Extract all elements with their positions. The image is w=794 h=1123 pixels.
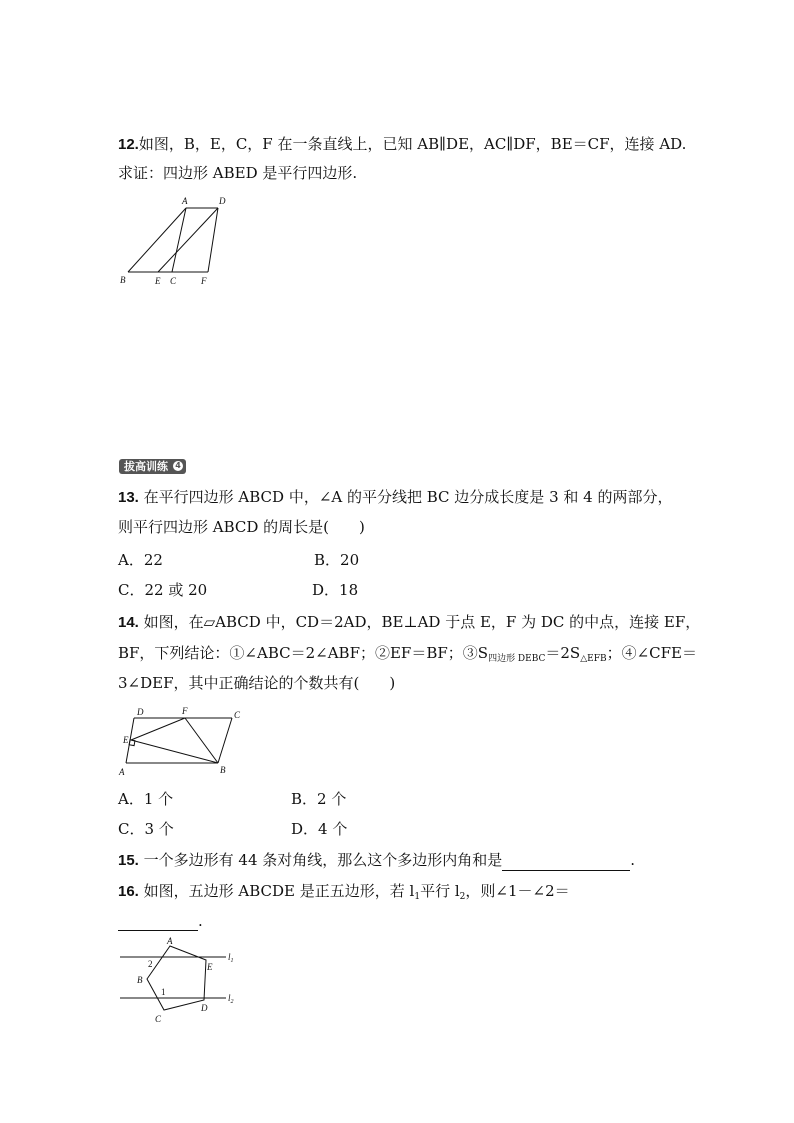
q14-text-1: 如图，在▱ABCD 中，CD＝2AD，BE⊥AD 于点 E，F 为 DC 的中点，连接 EF， <box>143 613 701 631</box>
section-badge-number: 4 <box>173 461 183 471</box>
q13-line-2: 则平行四边形 ABCD 的周长是( ) <box>118 518 365 536</box>
q14-label-e: E <box>123 735 129 745</box>
q15-end: . <box>630 851 636 869</box>
q14-figure <box>114 702 254 782</box>
q15-number: 15. <box>118 852 139 869</box>
q12-figure <box>116 194 236 290</box>
q13-option-a: A．22 <box>118 551 163 569</box>
q14-text-2c: ；④∠CFE＝ <box>606 644 697 662</box>
q15-answer-blank[interactable] <box>502 854 630 871</box>
q15-text: 一个多边形有 44 条对角线，那么这个多边形内角和是 <box>143 851 503 869</box>
q14-label-d: D <box>137 707 144 717</box>
q16-angle-1: 1 <box>161 987 166 997</box>
q16-label-a: A <box>167 936 173 946</box>
q12-number: 12. <box>118 136 139 153</box>
q16-figure <box>114 934 244 1026</box>
q16-label-l2: $l_2$ <box>228 993 234 1005</box>
q13-option-c: C．22 或 20 <box>118 581 208 599</box>
q16-number: 16. <box>118 883 139 900</box>
q12-line-1 <box>118 134 686 155</box>
q14-label-b: B <box>220 765 226 775</box>
q14-number: 14. <box>118 614 139 631</box>
q16-text-1a: 如图，五边形 ABCDE 是正五边形，若 l <box>143 882 415 900</box>
q14-option-a: A．1 个 <box>118 790 174 808</box>
q16-label-b: B <box>137 975 143 985</box>
q14-label-a: A <box>119 767 125 777</box>
q16-sub-2: 2 <box>459 892 466 902</box>
q12-label-b: B <box>120 275 126 285</box>
q14-line-3: 3∠DEF，其中正确结论的个数共有( ) <box>118 674 396 692</box>
q12-label-c: C <box>170 276 177 286</box>
q13-option-d: D．18 <box>312 581 359 599</box>
q13-line-1 <box>118 487 672 508</box>
q16-text-1c: ，则∠1－∠2＝ <box>465 882 570 900</box>
q12-label-a: A <box>182 196 188 206</box>
section-badge <box>119 459 186 474</box>
q12-label-e: E <box>155 276 161 286</box>
q12-label-d: D <box>219 196 226 206</box>
q14-label-f: F <box>182 706 188 716</box>
q16-answer-blank[interactable] <box>118 914 198 931</box>
q16-line-2 <box>118 911 203 931</box>
q15-line <box>118 850 635 871</box>
q16-text-1b: 平行 l <box>420 882 460 900</box>
q14-sub-1: 四边形 DEBC <box>488 654 546 664</box>
q16-label-l1: $l_1$ <box>228 952 234 964</box>
q14-option-c: C．3 个 <box>118 820 174 838</box>
q16-angle-2: 2 <box>148 959 153 969</box>
q13-number: 13. <box>118 489 139 506</box>
q16-label-c: C <box>155 1014 162 1024</box>
section-badge-label: 拔高训练 <box>124 460 168 473</box>
q16-sub-1: 1 <box>414 892 421 902</box>
q12-line-2: 求证：四边形 ABED 是平行四边形. <box>118 164 358 182</box>
q14-line-1 <box>118 612 700 633</box>
q14-label-c: C <box>234 710 241 720</box>
q12-label-f: F <box>201 276 207 286</box>
q14-option-d: D．4 个 <box>291 820 348 838</box>
q16-end: . <box>198 912 203 930</box>
q14-option-b: B．2 个 <box>291 790 347 808</box>
q13-option-b: B．20 <box>314 551 360 569</box>
q12-text-1: 如图，B，E，C，F 在一条直线上，已知 AB∥DE，AC∥DF，BE＝CF，连接 AD. <box>138 135 687 153</box>
q16-line-1 <box>118 881 570 902</box>
q14-text-2b: ＝2S <box>545 644 581 662</box>
q14-sub-2: △EFB <box>580 654 607 664</box>
q14-text-2a: BF，下列结论：①∠ABC＝2∠ABF；②EF＝BF；③S <box>118 644 489 662</box>
q16-label-e: E <box>207 962 213 972</box>
q13-text-1: 在平行四边形 ABCD 中，∠A 的平分线把 BC 边分成长度是 3 和 4 的两部分， <box>143 488 673 506</box>
q14-line-2 <box>118 643 697 663</box>
q16-label-d: D <box>201 1003 208 1013</box>
